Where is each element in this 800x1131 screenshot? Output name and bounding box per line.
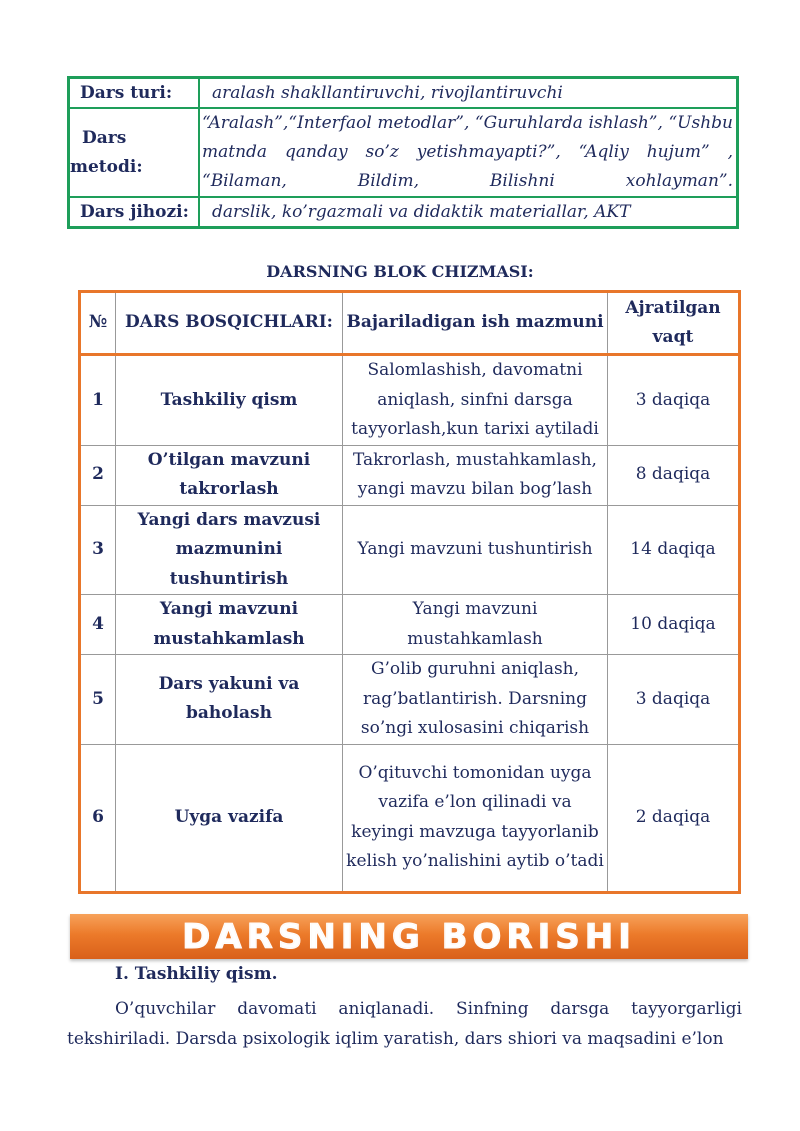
row-stage: Dars yakuni va baholash: [116, 655, 343, 745]
row-content: Yangi mavzuni tushuntirish: [343, 505, 608, 595]
table-row: [80, 655, 740, 745]
scheme-header-row: [80, 292, 740, 355]
row-num: 6: [80, 744, 116, 892]
row-time: 2 daqiqa: [608, 744, 740, 892]
table-row: [80, 445, 740, 505]
table-row: [80, 744, 740, 892]
info-row-equipment: [69, 197, 738, 228]
banner-text: DARSNING BORISHI: [182, 916, 636, 957]
row-num: 1: [80, 355, 116, 446]
row-time: 8 daqiqa: [608, 445, 740, 505]
section-heading: I. Tashkiliy qism.: [115, 964, 278, 984]
row-stage: Yangi mavzuni mustahkamlash: [116, 595, 343, 655]
row-content: Takrorlash, mustahkamlash, yangi mavzu bilan bog’lash: [343, 445, 608, 505]
info-label: [69, 108, 200, 197]
row-stage: O’tilgan mavzuni takrorlash: [116, 445, 343, 505]
header-num: №: [80, 292, 116, 355]
header-time: Ajratilgan vaqt: [608, 292, 740, 355]
info-row-method: [69, 108, 738, 197]
row-time: 3 daqiqa: [608, 355, 740, 446]
row-content: Yangi mavzuni mustahkamlash: [343, 595, 608, 655]
row-num: 3: [80, 505, 116, 595]
block-scheme-title: DARSNING BLOK CHIZMASI:: [266, 262, 534, 281]
row-time: 3 daqiqa: [608, 655, 740, 745]
info-row-type: [69, 78, 738, 109]
lesson-info-table: [67, 76, 739, 229]
header-content: Bajariladigan ish mazmuni: [343, 292, 608, 355]
info-label: Dars jihozi:: [69, 197, 200, 228]
section-paragraph: O’quvchilar davomati aniqlanadi. Sinfning darsga tayyorgarligi tekshiriladi. Darsda psixologik iqlim yaratish, dars shiori va maqsadini e’lon: [67, 999, 742, 1049]
row-num: 2: [80, 445, 116, 505]
info-value: “Aralash”,“Interfaol metodlar”, “Guruhlarda ishlash”, “Ushbu matnda qanday so’z yetishmayapti?”, “Aqliy hujum” , “Bilaman, Bildim, Bilishni xohlayman”.: [199, 108, 738, 197]
row-num: 4: [80, 595, 116, 655]
row-content: Salomlashish, davomatni aniqlash, sinfni darsga tayyorlash,kun tarixi aytiladi: [343, 355, 608, 446]
row-stage: Yangi dars mavzusi mazmunini tushuntirish: [116, 505, 343, 595]
table-row: [80, 505, 740, 595]
info-label-line: metodi:: [70, 156, 143, 177]
header-stage: DARS BOSQICHLARI:: [116, 292, 343, 355]
row-time: 10 daqiqa: [608, 595, 740, 655]
row-stage: Uyga vazifa: [116, 744, 343, 892]
block-scheme-table: [78, 290, 741, 894]
table-row: [80, 355, 740, 446]
row-content: O’qituvchi tomonidan uyga vazifa e’lon qilinadi va keyingi mavzuga tayyorlanib kelish yo’nalishini aytib o’tadi: [343, 744, 608, 892]
info-label-line: Dars: [82, 127, 127, 148]
row-time: 14 daqiqa: [608, 505, 740, 595]
info-value: darslik, ko’rgazmali va didaktik materiallar, AKT: [199, 197, 738, 228]
row-num: 5: [80, 655, 116, 745]
info-label: Dars turi:: [69, 78, 200, 109]
table-row: [80, 595, 740, 655]
info-value: aralash shakllantiruvchi, rivojlantiruvchi: [199, 78, 738, 109]
row-stage: Tashkiliy qism: [116, 355, 343, 446]
row-content: G’olib guruhni aniqlash, rag’batlantirish. Darsning so’ngi xulosasini chiqarish: [343, 655, 608, 745]
section-banner: [70, 914, 748, 959]
